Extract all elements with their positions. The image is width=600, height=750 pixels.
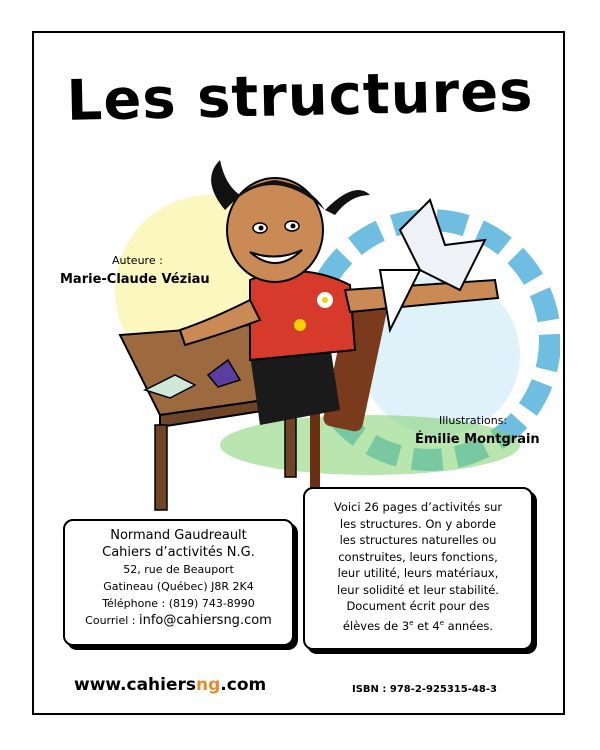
page-title: Les structures [65,59,535,134]
superscript: e [409,618,414,627]
description-box [303,487,533,650]
contact-email-row [65,612,292,629]
description-line [305,615,531,634]
contact-email-label: Courriel : [85,614,136,627]
contact-box [63,519,294,646]
illustrator-name: Émilie Montgrain [415,432,540,447]
illustrator-label: Illustrations: [439,414,508,427]
description-text: et 4 [413,618,440,633]
website-suffix: .com [220,675,267,695]
website-prefix: www.cahiers [74,675,196,695]
contact-phone: Téléphone : (819) 743-8990 [102,597,255,610]
description-line: les structures naturelles ou [339,533,497,547]
description-line: Voici 26 pages d’activités sur [333,500,503,514]
contact-address: 52, rue de Beauport [123,563,234,576]
website-link[interactable] [74,675,266,695]
description-line: leur solidité et leur stabilité. [337,582,499,597]
description-line: construites, leurs fonctions, [338,549,498,564]
contact-city: Gatineau (Québec) J8R 2K4 [103,580,254,593]
superscript: e [439,618,444,627]
author-name: Marie-Claude Véziau [60,272,210,287]
website-highlight: ng [196,675,221,695]
description-line: Document écrit pour des [346,599,490,613]
girl-with-origami-illustration [100,140,560,520]
description-line: les structures. On y aborde [339,516,497,531]
description-line: leur utilité, leurs matériaux, [337,566,499,580]
description-text: années. [444,618,494,633]
contact-name: Normand Gaudreault [110,528,247,543]
author-label: Auteure : [112,254,163,267]
contact-company: Cahiers d’activités N.G. [102,545,255,560]
isbn-number: ISBN : 978-2-925315-48-3 [352,684,497,695]
description-text: élèves de 3 [342,618,410,633]
contact-email-link[interactable]: info@cahiersng.com [138,613,272,628]
